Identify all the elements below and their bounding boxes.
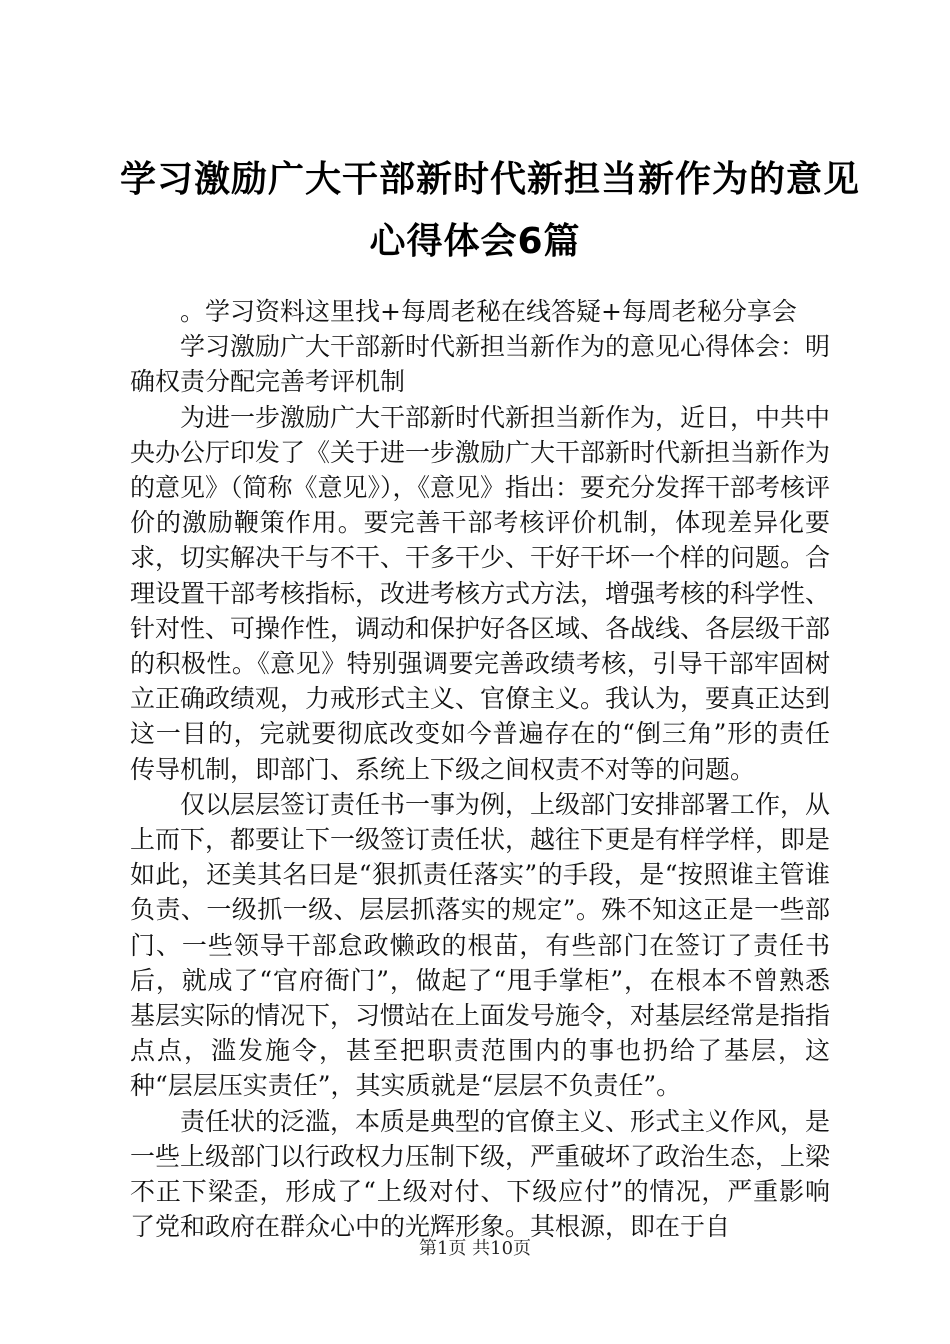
- intro-paragraph: 。学习资料这里找+每周老秘在线答疑+每周老秘分享会: [180, 297, 797, 326]
- body-paragraph-2: 仅以层层签订责任书一事为例，上级部门安排部署工作，从上而下，都要让下一级签订责任状，越往下更是有样学样，即是如此，还美其名曰是“狠抓责任落实”的手段，是“按照谁主管谁负责、一级抓一级、层层抓落实的规定”。殊不知这正是一些部门、一些领导干部怠政懒政的根苗，有些部门在签订了责任书后，就成了“官府衙门”，做起了“甩手掌柜”，在根本不曾熟悉基层实际的情况下，习惯站在上面发号施令，对基层经常是指指点点，滥发施令，甚至把职责范围内的事也扔给了基层，这种“层层压实责任”，其实质就是“层层不负责任”。: [130, 789, 831, 1101]
- document-body: [130, 294, 830, 1244]
- page-footer: 第1页 共10页: [418, 1238, 532, 1259]
- document-title-line-2: 心得体会6篇: [369, 221, 581, 262]
- subtitle-paragraph: 学习激励广大干部新时代新担当新作为的意见心得体会：明确权责分配完善考评机制: [130, 332, 831, 397]
- document-title-line-1: 学习激励广大干部新时代新担当新作为的意见: [120, 159, 861, 200]
- body-paragraph-3: 责任状的泛滥，本质是典型的官僚主义、形式主义作风，是一些上级部门以行政权力压制下级，严重破坏了政治生态，上梁不正下梁歪，形成了“上级对付、下级应付”的情况，严重影响了党和政府在群众心中的光辉形象。其根源，即在于自: [130, 1106, 831, 1242]
- body-paragraph-1: 为进一步激励广大干部新时代新担当新作为，近日，中共中央办公厅印发了《关于进一步激励广大干部新时代新担当新作为的意见》（简称《意见》），《意见》指出：要充分发挥干部考核评价的激励鞭策作用。要完善干部考核评价机制，体现差异化要求，切实解决干与不干、干多干少、干好干坏一个样的问题。合理设置干部考核指标，改进考核方式方法，增强考核的科学性、针对性、可操作性，调动和保护好各区域、各战线、各层级干部的积极性。《意见》特别强调要完善政绩考核，引导干部牢固树立正确政绩观，力戒形式主义、官僚主义。我认为，要真正达到这一目的，完就要彻底改变如今普遍存在的“倒三角”形的责任传导机制，即部门、系统上下级之间权责不对等的问题。: [130, 402, 831, 784]
